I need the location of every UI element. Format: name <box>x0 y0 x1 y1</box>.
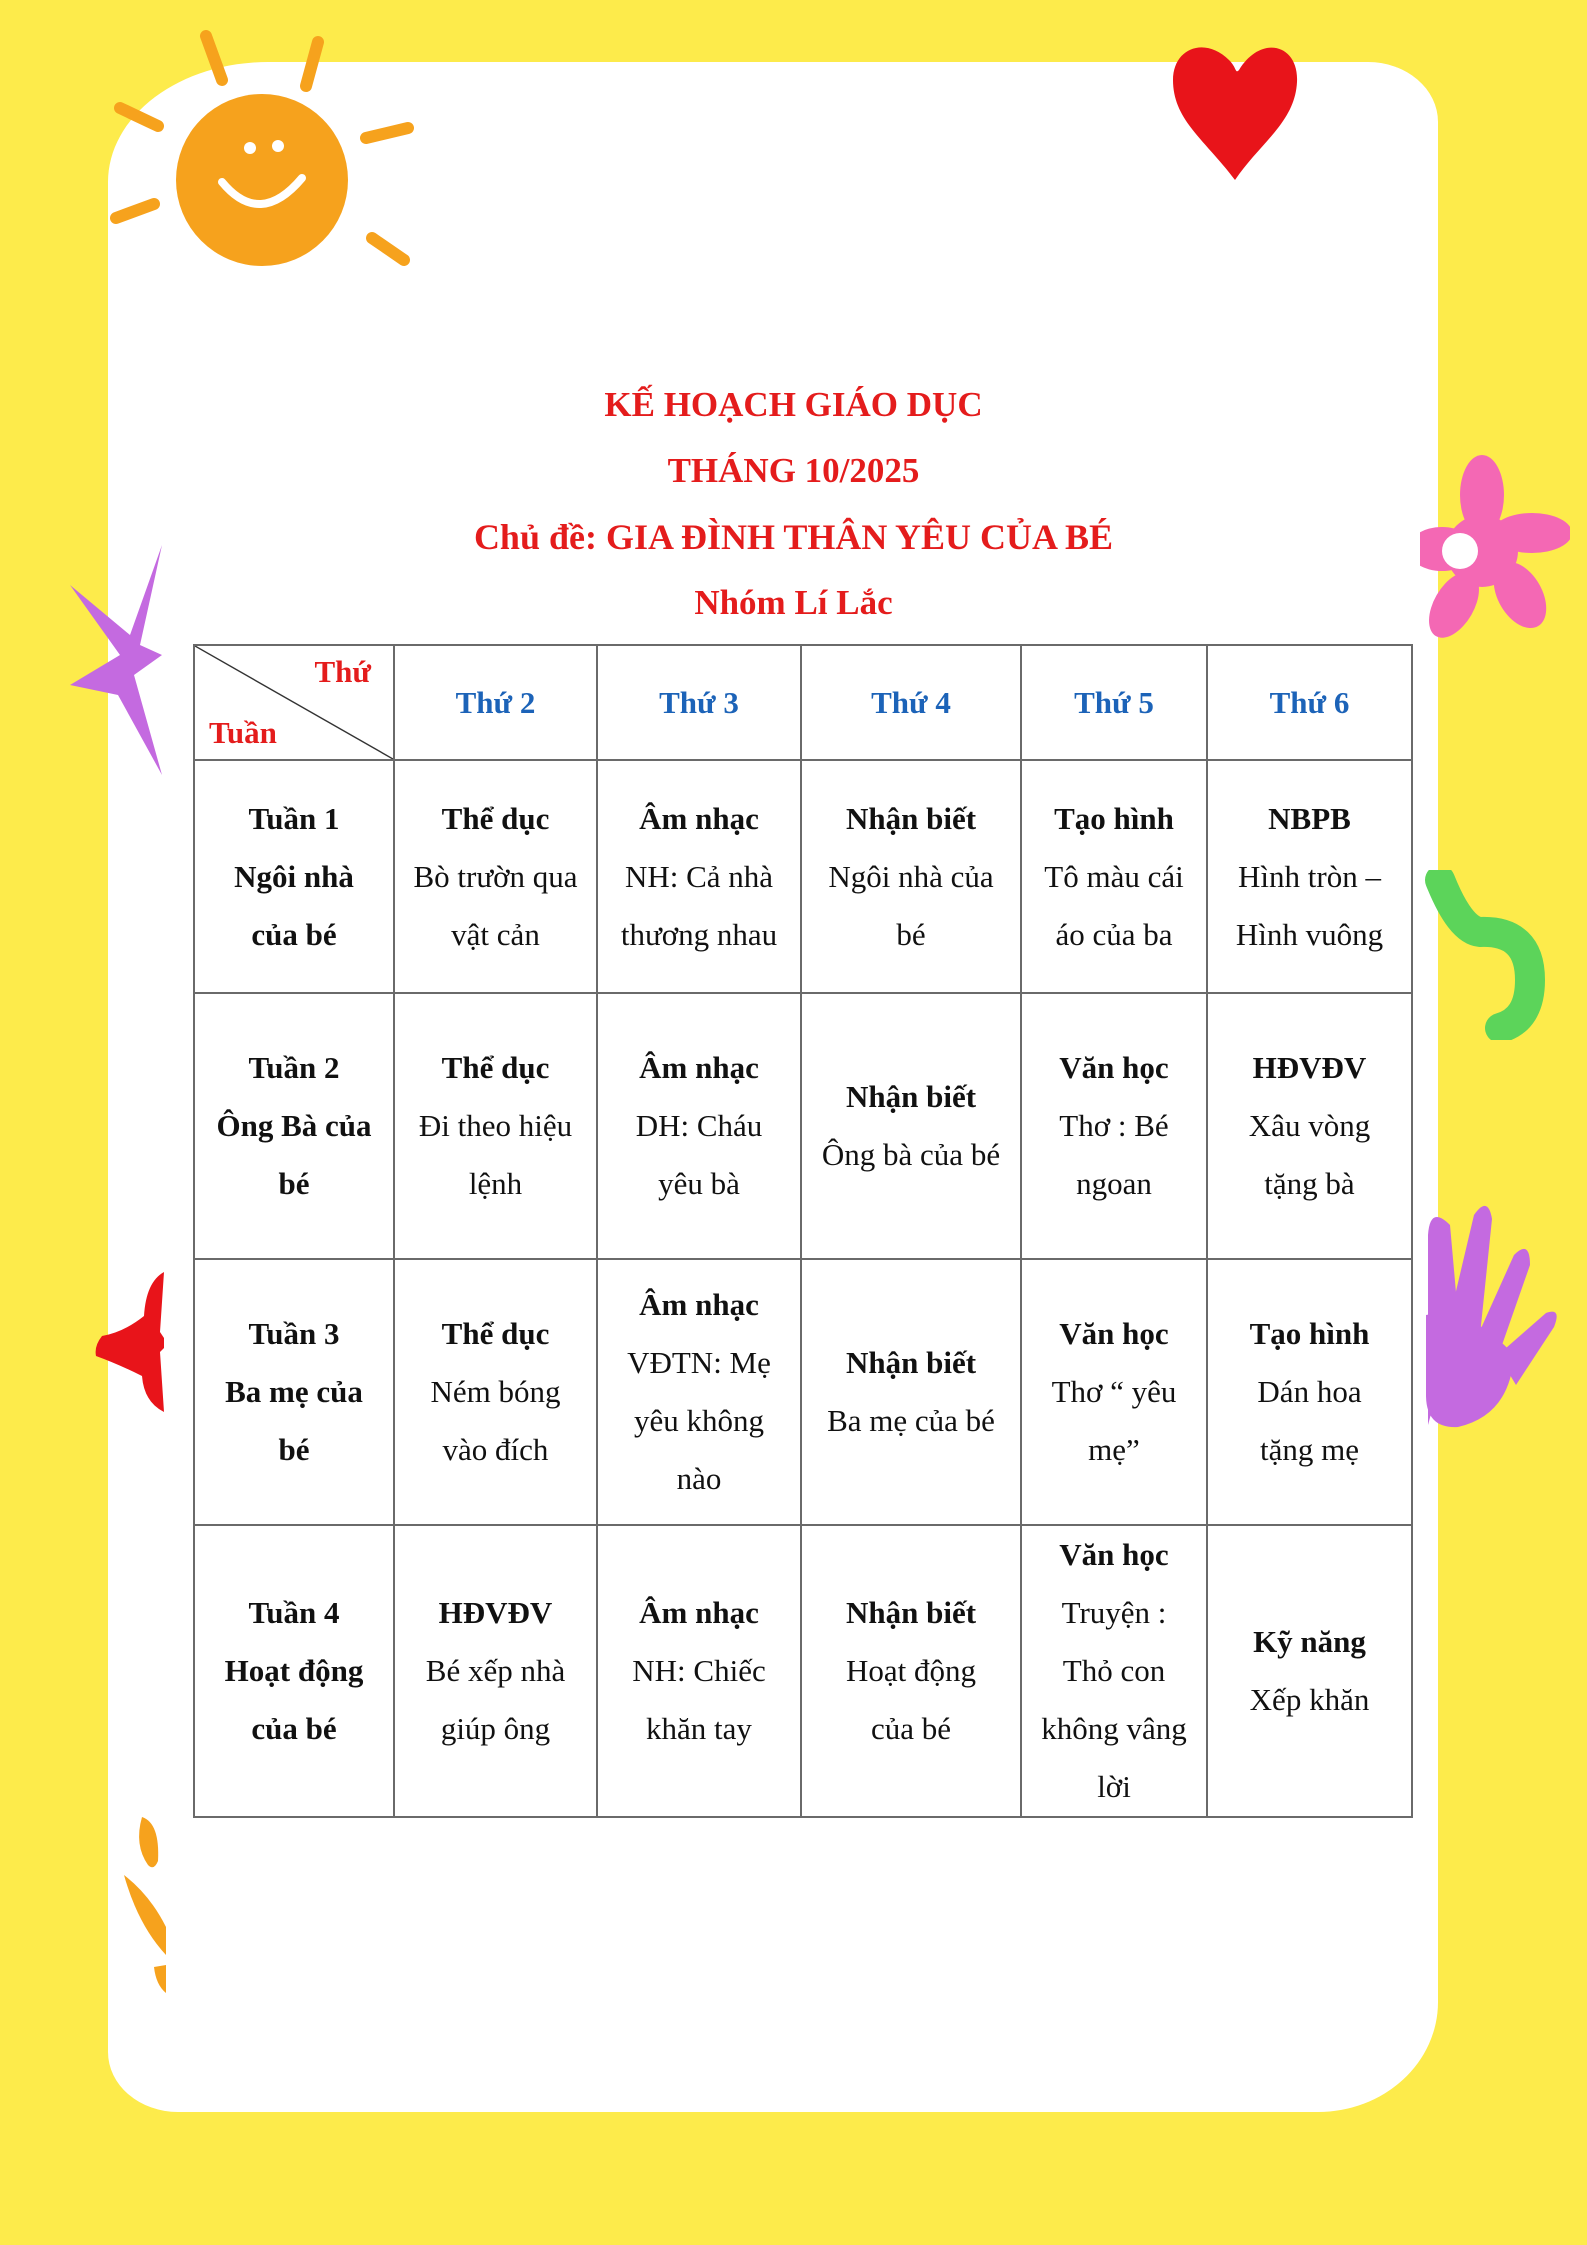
activity-detail: mẹ” <box>1088 1432 1140 1467</box>
week-label-line: Tuần 2 <box>248 1050 340 1085</box>
activity-detail: yêu không <box>633 1403 764 1438</box>
leaf-icon <box>94 1272 164 1412</box>
activity-subject: Nhận biết <box>845 1595 977 1630</box>
activity-detail: nào <box>676 1461 722 1496</box>
activity-detail: Truyện : <box>1061 1595 1167 1630</box>
activity-detail: lời <box>1097 1769 1131 1804</box>
activity-subject: Tạo hình <box>1249 1316 1370 1351</box>
activity-subject: HĐVĐV <box>1252 1050 1367 1085</box>
activity-detail: Ông bà của bé <box>821 1137 1001 1172</box>
week-label-cell <box>194 1259 394 1525</box>
day-header: Thứ 3 <box>597 645 801 760</box>
day-header: Thứ 2 <box>394 645 597 760</box>
activity-detail: lệnh <box>468 1166 523 1201</box>
day-header: Thứ 5 <box>1021 645 1207 760</box>
sun-icon <box>100 28 420 288</box>
week-label-line: Ba mẹ của <box>225 1374 363 1409</box>
activity-detail: tặng bà <box>1264 1166 1355 1201</box>
activity-detail: ngoan <box>1076 1166 1152 1201</box>
activity-detail: Xếp khăn <box>1249 1682 1370 1717</box>
activity-cell <box>394 993 597 1259</box>
activity-subject: Thể dục <box>441 800 550 836</box>
activity-cell <box>597 1525 801 1817</box>
week-label-line: Ngôi nhà <box>234 858 354 894</box>
activity-detail: Thơ : Bé <box>1059 1108 1169 1143</box>
week-row <box>194 1525 1412 1817</box>
corner-week-label: Tuần <box>209 715 277 750</box>
activity-detail: không vâng <box>1041 1711 1187 1746</box>
activity-subject: HĐVĐV <box>438 1595 553 1630</box>
activity-subject: NBPB <box>1268 800 1351 836</box>
activity-subject: Âm nhạc <box>639 1050 759 1085</box>
activity-cell <box>1021 1525 1207 1817</box>
hand-icon <box>1418 1195 1568 1435</box>
activity-detail: yêu bà <box>658 1166 740 1201</box>
activity-detail: Hình vuông <box>1235 916 1384 952</box>
activity-cell <box>1021 1259 1207 1525</box>
activity-detail: Thơ “ yêu <box>1051 1374 1177 1409</box>
week-label-line: Ông Bà của <box>216 1108 372 1143</box>
activity-cell <box>394 1525 597 1817</box>
activity-cell <box>801 993 1021 1259</box>
activity-cell <box>801 760 1021 993</box>
activity-cell <box>1021 993 1207 1259</box>
activity-subject: Văn học <box>1059 1316 1169 1351</box>
squiggle-icon <box>1420 870 1550 1040</box>
activity-detail: Ném bóng <box>430 1374 561 1409</box>
activity-subject: Âm nhạc <box>639 1287 759 1322</box>
heart-icon <box>1165 30 1305 190</box>
activity-detail: NH: Chiếc <box>632 1653 766 1688</box>
activity-cell <box>1207 1525 1412 1817</box>
activity-subject: Văn học <box>1059 1537 1169 1572</box>
activity-cell <box>394 1259 597 1525</box>
activity-detail: Thỏ con <box>1062 1653 1166 1688</box>
activity-detail: Đi theo hiệu <box>418 1108 573 1143</box>
activity-subject: Thể dục <box>441 1050 550 1085</box>
activity-detail: Bé xếp nhà <box>425 1653 566 1688</box>
plan-month: THÁNG 10/2025 <box>667 451 920 490</box>
plan-title: KẾ HOẠCH GIÁO DỤC <box>604 385 983 424</box>
activity-detail: thương nhau <box>620 916 778 952</box>
day-header: Thứ 6 <box>1207 645 1412 760</box>
week-label-line: bé <box>278 1432 310 1467</box>
activity-detail: DH: Cháu <box>635 1108 763 1143</box>
week-label-line: Tuần 4 <box>248 1595 340 1630</box>
day-header: Thứ 4 <box>801 645 1021 760</box>
week-label-line: bé <box>278 1166 310 1201</box>
activity-detail: của bé <box>870 1711 952 1746</box>
activity-subject: Kỹ năng <box>1253 1624 1366 1659</box>
activity-detail: Ngôi nhà của <box>828 858 994 894</box>
corner-day-label: Thứ <box>314 654 371 689</box>
week-label-cell <box>194 1525 394 1817</box>
activity-detail: Xâu vòng <box>1248 1108 1371 1143</box>
activity-subject: Tạo hình <box>1054 800 1174 836</box>
week-label-line: của bé <box>251 1711 337 1746</box>
schedule-table <box>193 644 1413 1818</box>
plan-theme: Chủ đề: GIA ĐÌNH THÂN YÊU CỦA BÉ <box>473 517 1114 557</box>
activity-detail: Tô màu cái <box>1044 858 1184 894</box>
activity-cell <box>1207 993 1412 1259</box>
activity-detail: áo của ba <box>1055 916 1173 952</box>
week-row <box>194 1259 1412 1525</box>
week-row <box>194 993 1412 1259</box>
activity-subject: Nhận biết <box>845 1345 977 1380</box>
week-label-cell <box>194 760 394 993</box>
activity-detail: Ba mẹ của bé <box>827 1403 995 1438</box>
activity-subject: Âm nhạc <box>639 1595 759 1630</box>
week-label-line: của bé <box>251 916 337 952</box>
activity-detail: Dán hoa <box>1257 1374 1362 1409</box>
activity-cell <box>597 760 801 993</box>
activity-cell <box>597 993 801 1259</box>
activity-subject: Âm nhạc <box>639 800 759 836</box>
activity-detail: NH: Cả nhà <box>624 858 774 894</box>
activity-detail: vật cản <box>451 916 540 952</box>
activity-subject: Thể dục <box>441 1316 550 1351</box>
activity-detail: Bò trườn qua <box>413 858 578 894</box>
week-label-line: Tuần 3 <box>248 1316 340 1351</box>
class-group: Nhóm Lí Lắc <box>694 583 893 622</box>
activity-cell <box>801 1525 1021 1817</box>
activity-cell <box>801 1259 1021 1525</box>
activity-detail: bé <box>896 916 926 952</box>
activity-detail: VĐTN: Mẹ <box>627 1345 771 1380</box>
activity-detail: giúp ông <box>440 1711 551 1746</box>
activity-detail: khăn tay <box>646 1711 752 1746</box>
activity-subject: Nhận biết <box>845 800 977 836</box>
activity-cell <box>597 1259 801 1525</box>
corner-cell <box>194 645 394 760</box>
activity-subject: Nhận biết <box>845 1079 977 1114</box>
header-row <box>194 645 1412 760</box>
activity-detail: tặng mẹ <box>1260 1432 1359 1467</box>
activity-cell <box>394 760 597 993</box>
week-label-line: Hoạt động <box>224 1653 364 1688</box>
week-label-line: Tuần 1 <box>248 800 340 836</box>
title-block <box>0 372 1587 636</box>
leaf-icon <box>120 1815 170 1995</box>
activity-cell <box>1207 1259 1412 1525</box>
activity-detail: vào đích <box>442 1432 549 1467</box>
activity-subject: Văn học <box>1059 1050 1169 1085</box>
activity-detail: Hoạt động <box>845 1653 976 1688</box>
week-label-cell <box>194 993 394 1259</box>
week-row <box>194 760 1412 993</box>
activity-cell <box>1207 760 1412 993</box>
activity-detail: Hình tròn – <box>1238 858 1381 894</box>
activity-cell <box>1021 760 1207 993</box>
